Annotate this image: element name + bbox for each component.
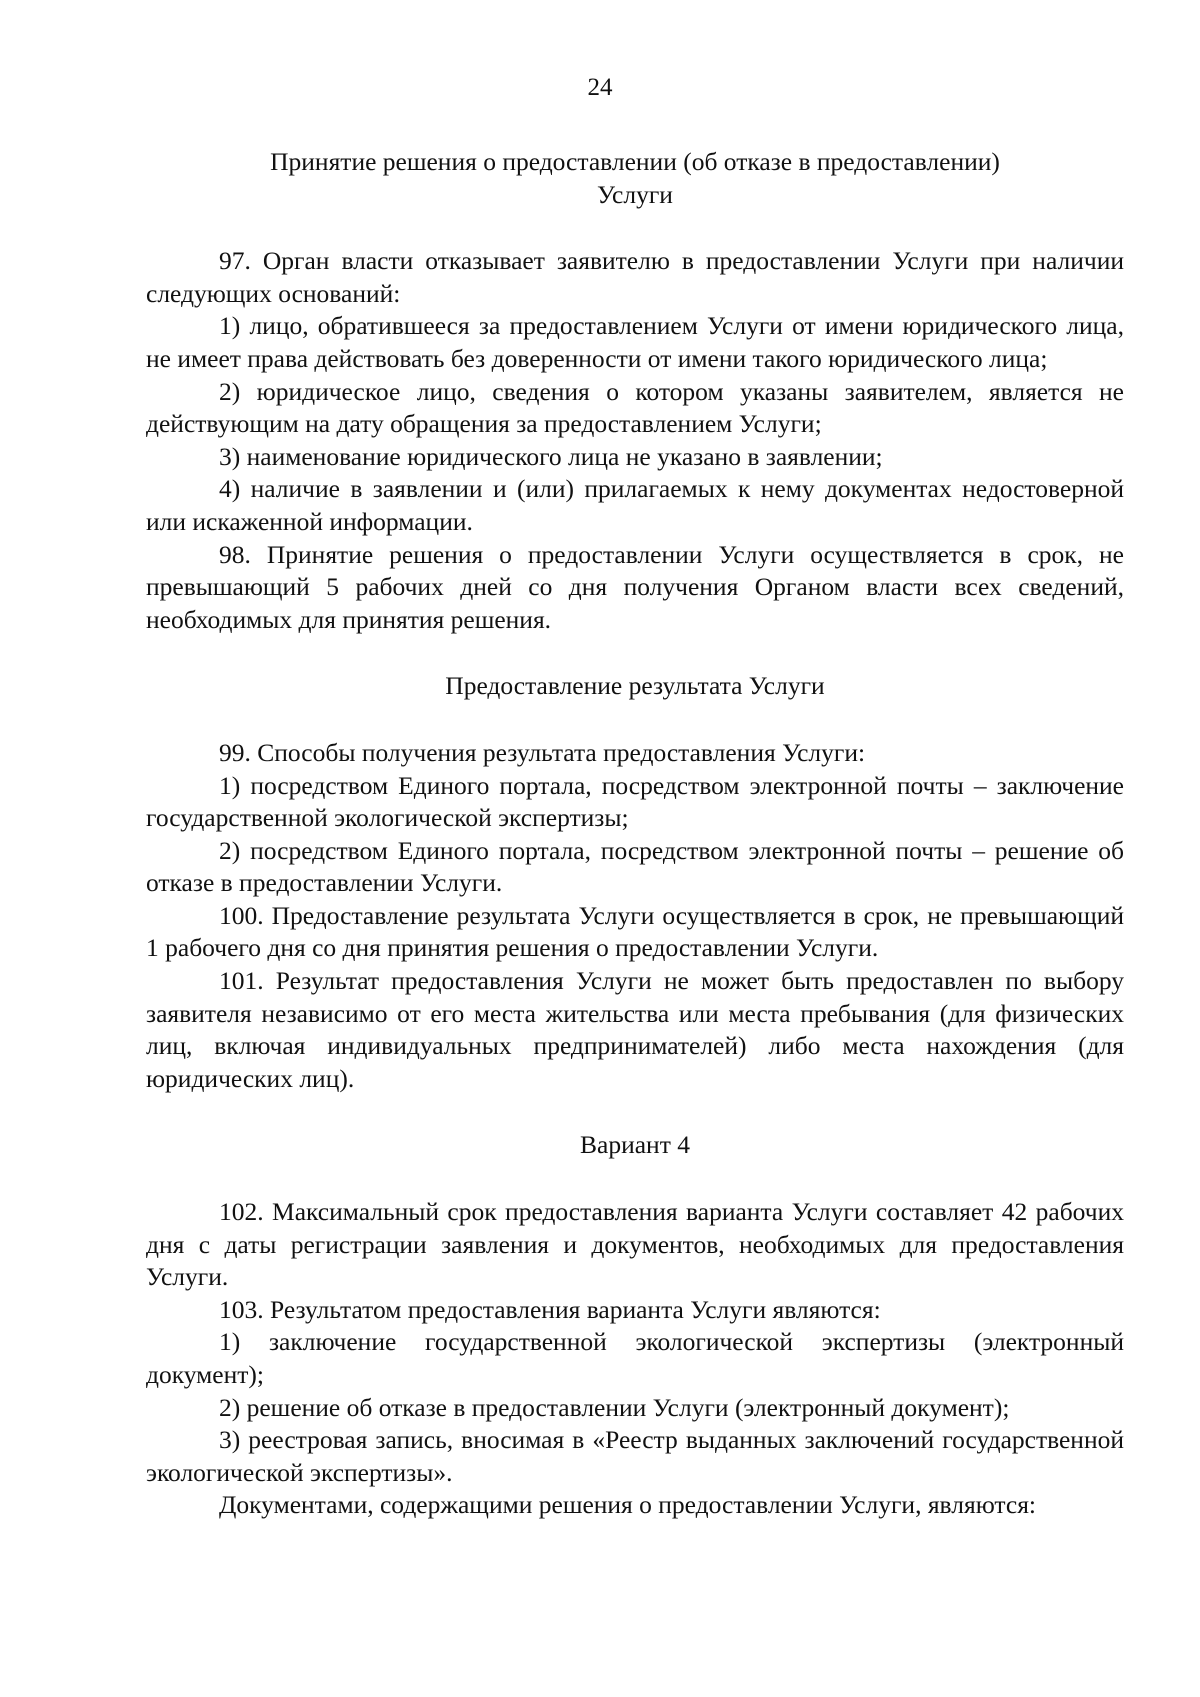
paragraph: 100. Предоставление результата Услуги осуществляется в срок, не превышающий 1 рабочего дня со дня принятия решения о предоставлении Услуги. [146,900,1124,963]
list-item: 4) наличие в заявлении и (или) прилагаемых к нему документах недостоверной или искаженной информации. [146,474,1124,536]
spacer [146,1162,1124,1196]
list-item: 2) посредством Единого портала, посредством электронной почты – решение об отказе в предоставлении Услуги. [146,835,1124,898]
section-heading-line: Предоставление результата Услуги [445,671,825,701]
list-item: 3) реестровая запись, вносимая в «Реестр выданных заключений государственной экологической экспертизы». [146,1425,1124,1487]
spacer [146,1095,1124,1129]
list-item: 1) посредством Единого портала, посредством электронной почты – заключение государственной экологической экспертизы; [146,770,1124,833]
section-heading-line: Услуги [597,179,673,209]
paragraph: 102. Максимальный срок предоставления варианта Услуги составляет 42 рабочих дня с даты регистрации заявления и документов, необходимых для предоставления Услуги. [146,1197,1124,1292]
paragraph: 103. Результатом предоставления варианта Услуги являются: [219,1294,881,1324]
section-variant-4 [146,1095,1124,1522]
section-result [146,636,1124,1095]
list-item: 3) наименование юридического лица не указано в заявлении; [219,441,883,471]
list-item: 1) заключение государственной экологической экспертизы (электронный документ); [146,1327,1124,1389]
paragraph: 99. Способы получения результата предоставления Услуги: [219,737,866,767]
list-item: 2) решение об отказе в предоставлении Услуги (электронный документ); [219,1392,1010,1422]
document-body [146,146,1124,1522]
spacer [146,703,1124,737]
list-item: 2) юридическое лицо, сведения о котором указаны заявителем, является не действующим на дату обращения за предоставлением Услуги; [146,376,1124,439]
paragraph: 97. Орган власти отказывает заявителю в предоставлении Услуги при наличии следующих оснований: [146,246,1124,308]
spacer [146,211,1124,245]
paragraph: 98. Принятие решения о предоставлении Услуги осуществляется в срок, не превышающий 5 рабочих дней со дня получения Органом власти всех сведений, необходимых для принятия решения. [146,539,1124,634]
spacer [146,636,1124,670]
section-decision [146,146,1124,636]
section-heading-line: Вариант 4 [580,1130,690,1160]
page-number: 24 [587,74,613,101]
paragraph: 101. Результат предоставления Услуги не может быть предоставлен по выбору заявителя независимо от его места жительства или места пребывания (для физических лиц, включая индивидуальных предпринимателей) либо места нахождения (для юридических лиц). [146,966,1124,1093]
paragraph: Документами, содержащими решения о предоставлении Услуги, являются: [219,1490,1037,1520]
section-heading-line: Принятие решения о предоставлении (об отказе в предоставлении) [270,147,1000,176]
list-item: 1) лицо, обратившееся за предоставлением Услуги от имени юридического лица, не имеет права действовать без доверенности от имени такого юридического лица; [146,311,1124,373]
